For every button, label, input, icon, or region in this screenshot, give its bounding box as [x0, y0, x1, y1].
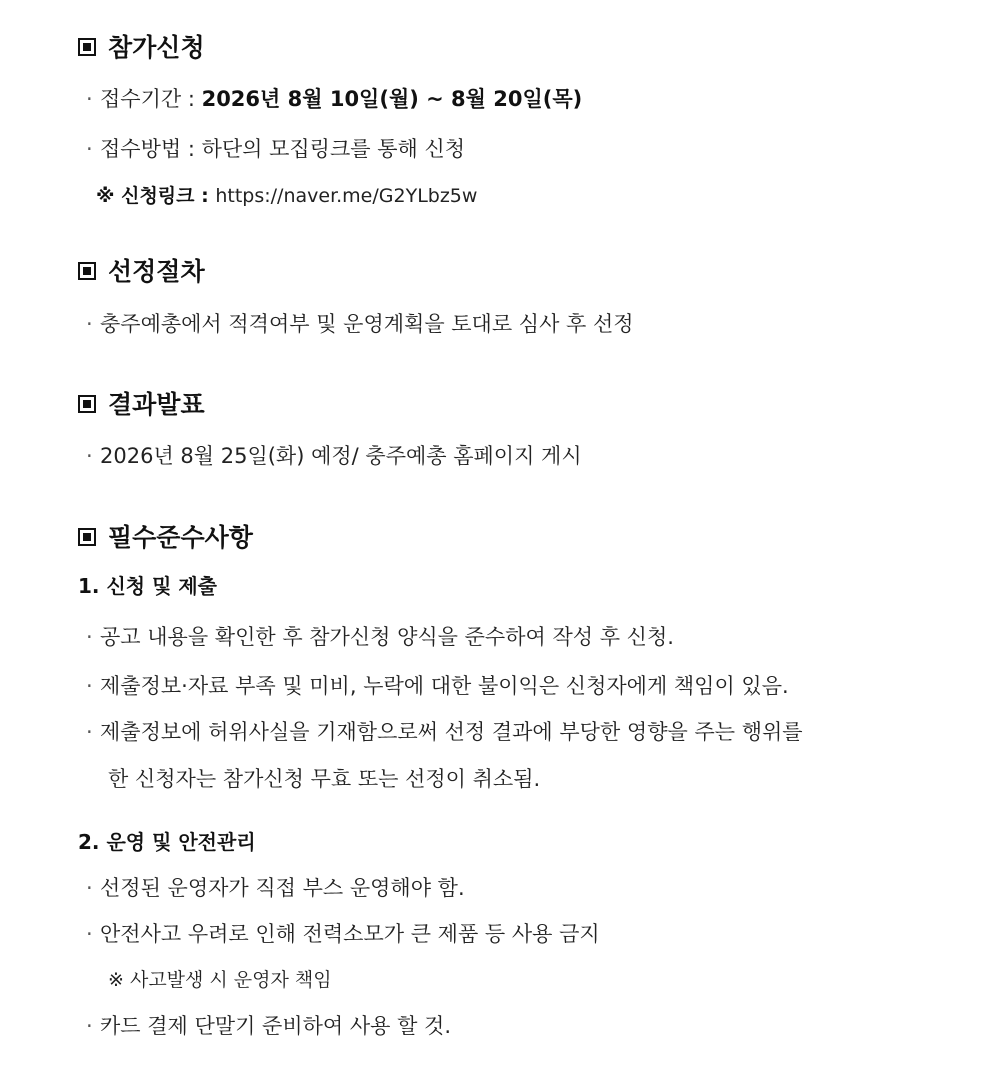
selection-text: 충주예총에서 적격여부 및 운영계획을 토대로 심사 후 선정 — [100, 312, 634, 336]
section-heading-result — [78, 385, 205, 421]
section-title: 결과발표 — [108, 390, 205, 419]
rules-sub1-item3-cont — [108, 763, 540, 793]
bullet: · — [86, 922, 93, 946]
bullet: · — [86, 720, 93, 744]
filled-square-icon — [78, 395, 96, 413]
section-heading-rules — [78, 518, 253, 554]
result-text: 2026년 8월 25일(화) 예정/ 충주예총 홈페이지 게시 — [100, 444, 582, 468]
item-text: 안전사고 우려로 인해 전력소모가 큰 제품 등 사용 금지 — [100, 922, 600, 946]
item-text: 제출정보에 허위사실을 기재함으로써 선정 결과에 부당한 영향을 주는 행위를 — [100, 720, 803, 744]
rules-sub2-note: ※ 사고발생 시 운영자 책임 — [108, 969, 332, 991]
bullet: · — [86, 625, 93, 649]
period-label: 접수기간 : — [100, 87, 202, 111]
period-value: 2026년 8월 10일(월) ~ 8월 20일(목) — [201, 87, 583, 111]
bullet: · — [86, 674, 93, 698]
bullet: · — [86, 312, 93, 336]
item-text: 공고 내용을 확인한 후 참가신청 양식을 준수하여 작성 후 신청. — [100, 625, 674, 649]
rules-sub2-title: 2. 운영 및 안전관리 — [78, 830, 256, 854]
application-link — [96, 181, 477, 208]
filled-square-icon — [78, 262, 96, 280]
filled-square-icon — [78, 528, 96, 546]
selection-line — [86, 308, 634, 338]
rules-sub2-item1 — [86, 872, 465, 902]
rules-sub1-title: 1. 신청 및 제출 — [78, 574, 218, 598]
item-text: 카드 결제 단말기 준비하여 사용 할 것. — [100, 1014, 452, 1038]
item-text: 선정된 운영자가 직접 부스 운영해야 함. — [100, 876, 465, 900]
section-heading-application — [78, 28, 205, 64]
bullet: · — [86, 444, 93, 468]
rules-sub1-item1 — [86, 621, 674, 651]
section-title: 선정절차 — [108, 257, 205, 286]
section-title: 필수준수사항 — [108, 523, 253, 552]
application-period — [86, 83, 582, 113]
bullet: · — [86, 87, 93, 111]
bullet: · — [86, 137, 93, 161]
link-label: ※ 신청링크 : — [96, 185, 216, 207]
result-line — [86, 440, 582, 470]
link-url[interactable]: https://naver.me/G2YLbz5w — [215, 185, 478, 207]
section-heading-selection — [78, 252, 205, 288]
rules-sub2-item2 — [86, 918, 600, 948]
rules-sub1-item3 — [86, 716, 803, 746]
item-text: 제출정보·자료 부족 및 미비, 누락에 대한 불이익은 신청자에게 책임이 있음. — [100, 674, 789, 698]
bullet: · — [86, 876, 93, 900]
application-method — [86, 133, 465, 163]
filled-square-icon — [78, 38, 96, 56]
method-text: 접수방법 : 하단의 모집링크를 통해 신청 — [100, 137, 466, 161]
rules-sub1-item2 — [86, 670, 789, 700]
bullet: · — [86, 1014, 93, 1038]
rules-sub2-item3 — [86, 1010, 451, 1040]
section-title: 참가신청 — [108, 33, 205, 62]
item-text: 한 신청자는 참가신청 무효 또는 선정이 취소됨. — [108, 767, 541, 791]
